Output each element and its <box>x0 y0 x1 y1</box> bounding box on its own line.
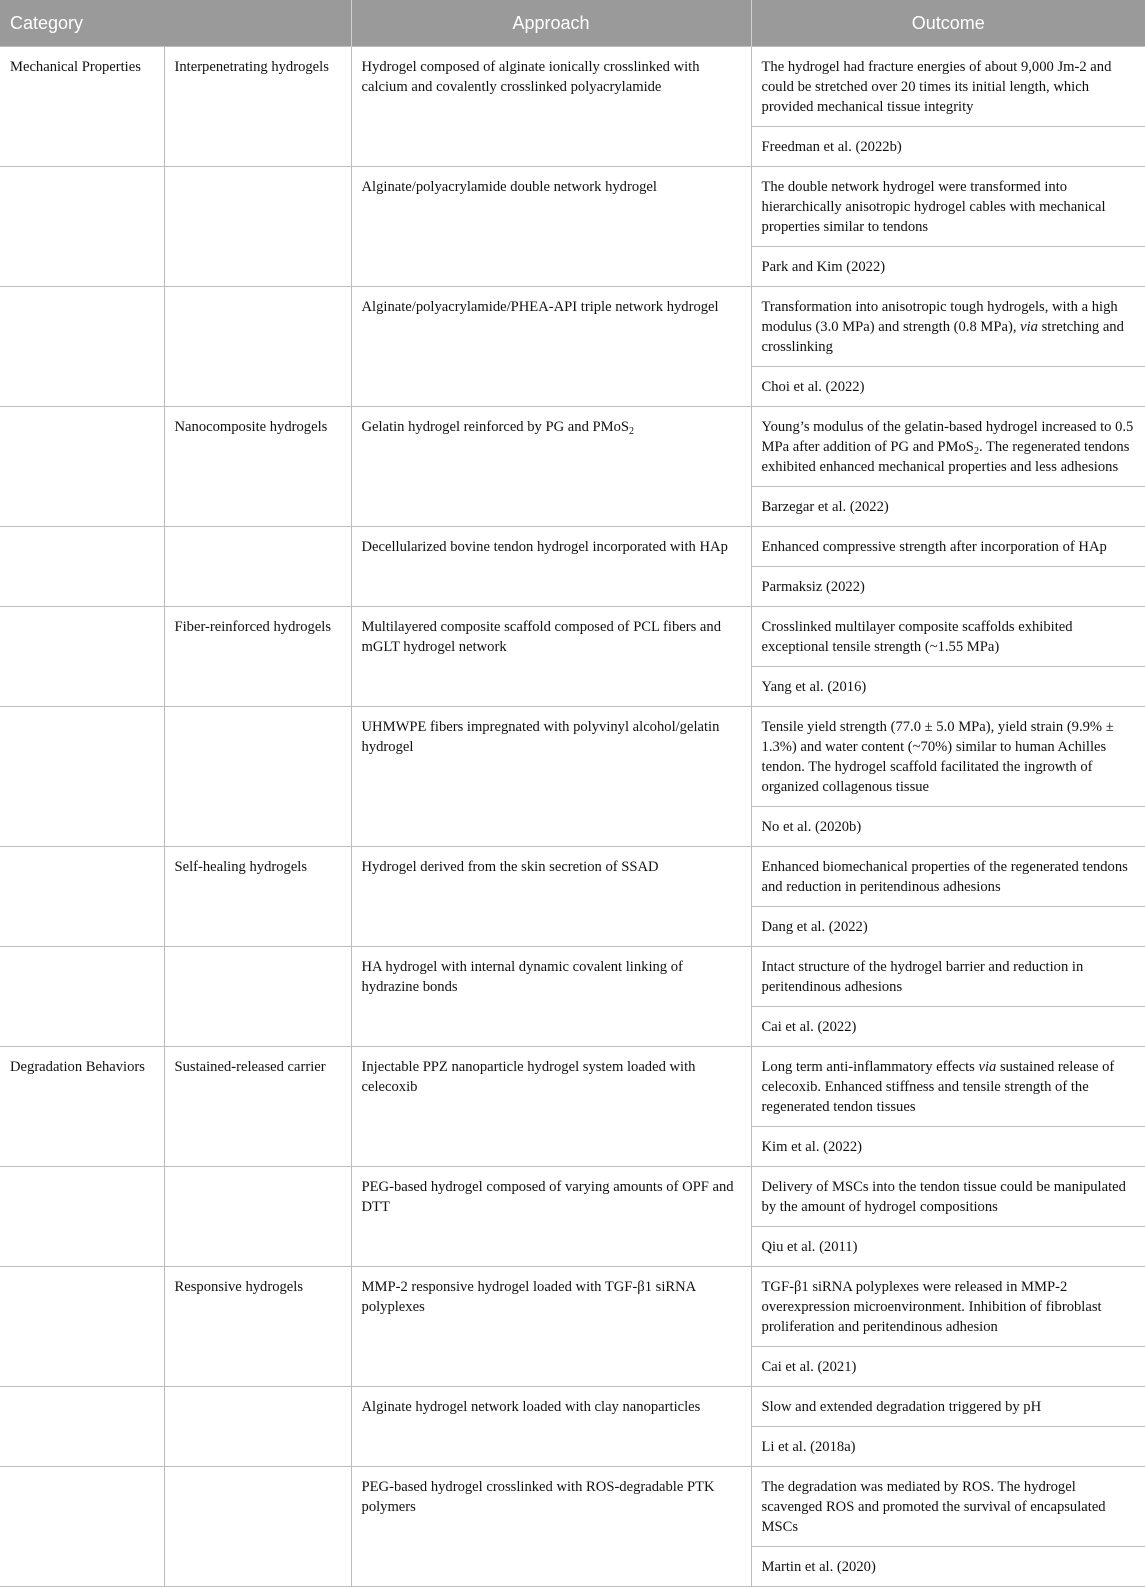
approach-cell: Hydrogel derived from the skin secretion of SSAD <box>351 847 751 947</box>
table-row <box>0 1387 1145 1427</box>
approach-cell: Hydrogel composed of alginate ionically crosslinked with calcium and covalently crosslinked polyacrylamide <box>351 47 751 167</box>
reference-cell: Barzegar et al. (2022) <box>751 487 1145 527</box>
outcome-text: Long term anti-inflammatory effects <box>761 1059 979 1075</box>
header-approach: Approach <box>351 0 751 47</box>
table-row <box>0 847 1145 907</box>
reference-cell: Parmaksiz (2022) <box>751 567 1145 607</box>
approach-cell: Injectable PPZ nanoparticle hydrogel system loaded with celecoxib <box>351 1047 751 1167</box>
outcome-cell: The hydrogel had fracture energies of about 9,000 Jm-2 and could be stretched over 20 times its initial length, which provided mechanical tissue integrity <box>751 47 1145 127</box>
subcategory-cell: Nanocomposite hydrogels <box>164 407 351 527</box>
approach-cell: Alginate/polyacrylamide double network hydrogel <box>351 167 751 287</box>
outcome-cell: Enhanced compressive strength after incorporation of HAp <box>751 527 1145 567</box>
table-row <box>0 1467 1145 1547</box>
reference-cell: Freedman et al. (2022b) <box>751 127 1145 167</box>
category-cell <box>0 527 164 607</box>
approach-cell: Decellularized bovine tendon hydrogel incorporated with HAp <box>351 527 751 607</box>
category-cell <box>0 407 164 527</box>
outcome-cell: Intact structure of the hydrogel barrier and reduction in peritendinous adhesions <box>751 947 1145 1007</box>
table-row <box>0 407 1145 487</box>
outcome-text-end: . The regenerated tendons exhibited enhanced mechanical properties and less adhesions <box>761 439 1130 475</box>
outcome-text-end: sustained release of celecoxib. Enhanced stiffness and tensile strength of the regenerated tendon tissues <box>761 1059 1115 1115</box>
reference-cell: Cai et al. (2021) <box>751 1347 1145 1387</box>
outcome-cell <box>751 287 1145 367</box>
outcome-cell: The double network hydrogel were transformed into hierarchically anisotropic hydrogel cables with mechanical properties similar to tendons <box>751 167 1145 247</box>
subcategory-cell: Responsive hydrogels <box>164 1267 351 1387</box>
reference-cell: Dang et al. (2022) <box>751 907 1145 947</box>
reference-cell: Choi et al. (2022) <box>751 367 1145 407</box>
subcategory-cell <box>164 947 351 1047</box>
outcome-cell <box>751 1047 1145 1127</box>
category-cell: Mechanical Properties <box>0 47 164 167</box>
approach-cell: PEG-based hydrogel composed of varying amounts of OPF and DTT <box>351 1167 751 1267</box>
subcategory-cell <box>164 287 351 407</box>
outcome-italic: via <box>978 1059 997 1075</box>
outcome-subscript: 2 <box>973 446 979 457</box>
outcome-cell: Delivery of MSCs into the tendon tissue could be manipulated by the amount of hydrogel compositions <box>751 1167 1145 1227</box>
outcome-text: Transformation into anisotropic tough hydrogels, with a high modulus (3.0 MPa) and strength (0.8 MPa), <box>761 299 1118 335</box>
subcategory-cell <box>164 167 351 287</box>
outcome-cell: Enhanced biomechanical properties of the regenerated tendons and reduction in peritendinous adhesions <box>751 847 1145 907</box>
outcome-cell: Tensile yield strength (77.0 ± 5.0 MPa), yield strain (9.9% ± 1.3%) and water content (~70%) similar to human Achilles tendon. The hydrogel scaffold facilitated the ingrowth of organized collagenous tissue <box>751 707 1145 807</box>
header-category: Category <box>0 0 351 47</box>
approach-subscript: 2 <box>629 426 635 437</box>
subcategory-cell <box>164 1167 351 1267</box>
outcome-cell: Slow and extended degradation triggered by pH <box>751 1387 1145 1427</box>
subcategory-cell: Sustained-released carrier <box>164 1047 351 1167</box>
approach-cell: UHMWPE fibers impregnated with polyvinyl alcohol/gelatin hydrogel <box>351 707 751 847</box>
subcategory-cell <box>164 1467 351 1587</box>
category-cell <box>0 287 164 407</box>
subcategory-cell <box>164 707 351 847</box>
category-cell <box>0 947 164 1047</box>
outcome-text: Young’s modulus of the gelatin-based hydrogel increased to 0.5 MPa after addition of PG and PMoS <box>761 419 1134 455</box>
category-cell: Degradation Behaviors <box>0 1047 164 1167</box>
table-row <box>0 167 1145 247</box>
approach-cell <box>351 407 751 527</box>
table-row <box>0 47 1145 127</box>
approach-cell: HA hydrogel with internal dynamic covalent linking of hydrazine bonds <box>351 947 751 1047</box>
table-row <box>0 1267 1145 1347</box>
category-cell <box>0 1267 164 1387</box>
category-cell <box>0 1167 164 1267</box>
reference-cell: Martin et al. (2020) <box>751 1547 1145 1587</box>
approach-cell: MMP-2 responsive hydrogel loaded with TGF-β1 siRNA polyplexes <box>351 1267 751 1387</box>
outcome-cell: TGF-β1 siRNA polyplexes were released in MMP-2 overexpression microenvironment. Inhibition of fibroblast proliferation and peritendinous adhesion <box>751 1267 1145 1347</box>
reference-cell: Cai et al. (2022) <box>751 1007 1145 1047</box>
subcategory-cell: Self-healing hydrogels <box>164 847 351 947</box>
approach-cell: PEG-based hydrogel crosslinked with ROS-degradable PTK polymers <box>351 1467 751 1587</box>
category-cell <box>0 847 164 947</box>
approach-text: Gelatin hydrogel reinforced by PG and PMoS <box>361 419 630 435</box>
table-row <box>0 947 1145 1007</box>
header-row <box>0 0 1145 47</box>
reference-cell: Qiu et al. (2011) <box>751 1227 1145 1267</box>
approach-cell: Alginate hydrogel network loaded with clay nanoparticles <box>351 1387 751 1467</box>
approach-cell: Multilayered composite scaffold composed of PCL fibers and mGLT hydrogel network <box>351 607 751 707</box>
table-row <box>0 1047 1145 1127</box>
subcategory-cell <box>164 527 351 607</box>
outcome-cell <box>751 407 1145 487</box>
category-cell <box>0 607 164 707</box>
outcome-cell: The degradation was mediated by ROS. The hydrogel scavenged ROS and promoted the survival of encapsulated MSCs <box>751 1467 1145 1547</box>
reference-cell: No et al. (2020b) <box>751 807 1145 847</box>
reference-cell: Kim et al. (2022) <box>751 1127 1145 1167</box>
reference-cell: Park and Kim (2022) <box>751 247 1145 287</box>
table-row <box>0 707 1145 807</box>
header-outcome: Outcome <box>751 0 1145 47</box>
subcategory-cell <box>164 1387 351 1467</box>
category-cell <box>0 167 164 287</box>
approach-cell: Alginate/polyacrylamide/PHEA-API triple network hydrogel <box>351 287 751 407</box>
table-row <box>0 607 1145 667</box>
table-row <box>0 1167 1145 1227</box>
category-cell <box>0 707 164 847</box>
outcome-text-end: stretching and crosslinking <box>761 319 1124 355</box>
reference-cell: Li et al. (2018a) <box>751 1427 1145 1467</box>
category-cell <box>0 1467 164 1587</box>
outcome-italic: via <box>1020 319 1038 335</box>
subcategory-cell: Fiber-reinforced hydrogels <box>164 607 351 707</box>
table-row <box>0 527 1145 567</box>
category-cell <box>0 1387 164 1467</box>
subcategory-cell: Interpenetrating hydrogels <box>164 47 351 167</box>
outcome-cell: Crosslinked multilayer composite scaffolds exhibited exceptional tensile strength (~1.55 MPa) <box>751 607 1145 667</box>
reference-cell: Yang et al. (2016) <box>751 667 1145 707</box>
table-row <box>0 287 1145 367</box>
